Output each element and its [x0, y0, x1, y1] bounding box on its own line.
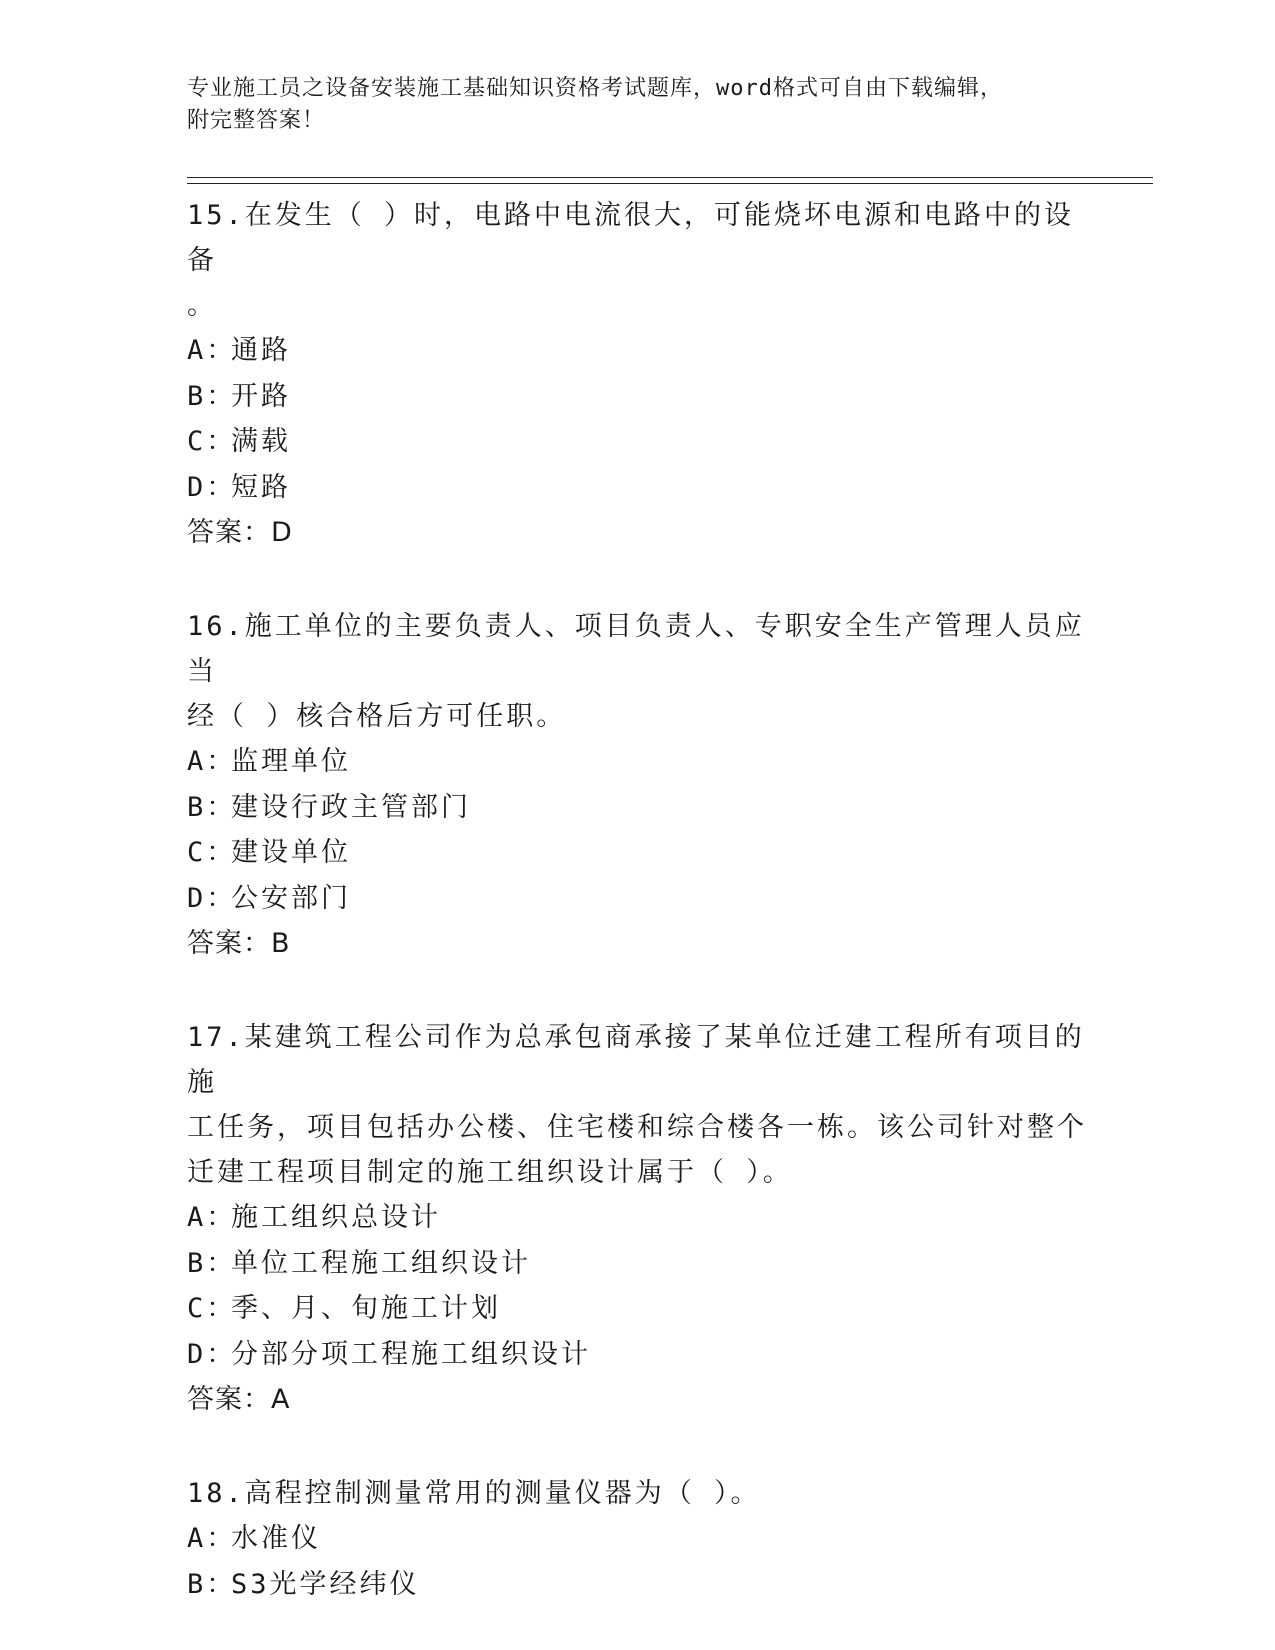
option-text: 季、月、旬施工计划 [231, 1293, 501, 1324]
answer-option [187, 739, 1087, 785]
question-block [187, 190, 1087, 555]
question-stem-line: 17.某建筑工程公司作为总承包商承接了某单位迁建工程所有项目的施 [187, 1022, 1085, 1098]
option-text: 施工组织总设计 [231, 1202, 441, 1233]
header-divider-top [187, 177, 1153, 178]
question-block [187, 1468, 1087, 1607]
option-label: A： [187, 335, 237, 366]
option-label: B： [187, 1568, 237, 1600]
document-header [187, 73, 1087, 137]
option-label: C： [187, 1293, 237, 1324]
option-label: D： [187, 882, 237, 914]
question-block [187, 601, 1087, 966]
question-stem-line: 经（ ）核合格后方可任职。 [187, 701, 567, 732]
option-label: A： [187, 746, 237, 777]
answer-option [187, 876, 1087, 922]
option-text: 建设行政主管部门 [231, 791, 471, 823]
question-block [187, 1012, 1087, 1422]
option-text: 短路 [231, 471, 291, 503]
question-list [187, 190, 1087, 1607]
answer-option [187, 328, 1087, 374]
answer-key: 答案：B [187, 928, 291, 959]
answer-key: 答案：D [187, 517, 293, 548]
question-stem-line: 15.在发生（ ）时，电路中电流很大，可能烧坏电源和电路中的设备 [187, 200, 1075, 276]
option-label: B： [187, 791, 237, 823]
answer-option [187, 1562, 1087, 1608]
header-divider-bottom [187, 183, 1153, 184]
option-text: S3光学经纬仪 [231, 1568, 420, 1600]
question-stem-line: 18.高程控制测量常用的测量仪器为（ ）。 [187, 1478, 761, 1509]
answer-option [187, 1516, 1087, 1562]
answer-option [187, 1195, 1087, 1241]
option-text: 开路 [231, 380, 291, 412]
answer-option [187, 465, 1087, 511]
question-stem [187, 190, 1087, 328]
option-label: B： [187, 380, 237, 412]
answer-option [187, 419, 1087, 465]
question-stem [187, 1468, 1087, 1516]
question-stem [187, 601, 1087, 739]
option-label: B： [187, 1247, 237, 1279]
option-label: C： [187, 837, 237, 868]
answer-option [187, 785, 1087, 831]
answer-option [187, 830, 1087, 876]
answer-option [187, 1241, 1087, 1287]
question-stem-line: 16.施工单位的主要负责人、项目负责人、专职安全生产管理人员应当 [187, 611, 1085, 687]
option-text: 满载 [231, 426, 291, 457]
question-stem-line: 。 [187, 290, 217, 321]
option-text: 分部分项工程施工组织设计 [231, 1338, 591, 1370]
option-text: 公安部门 [231, 882, 351, 914]
question-stem-line: 工任务，项目包括办公楼、住宅楼和综合楼各一栋。该公司针对整个 [187, 1112, 1087, 1143]
answer-option [187, 1332, 1087, 1378]
option-label: A： [187, 1523, 237, 1554]
question-stem-line: 迁建工程项目制定的施工组织设计属于（ ）。 [187, 1157, 793, 1188]
option-label: D： [187, 471, 237, 503]
question-stem [187, 1012, 1087, 1195]
option-label: A： [187, 1202, 237, 1233]
answer-option [187, 374, 1087, 420]
option-label: D： [187, 1338, 237, 1370]
option-text: 单位工程施工组织设计 [231, 1247, 531, 1279]
option-label: C： [187, 426, 237, 457]
option-text: 通路 [231, 335, 291, 366]
header-line-1: 专业施工员之设备安装施工基础知识资格考试题库，word格式可自由下载编辑， [187, 76, 1003, 101]
answer-key: 答案：A [187, 1384, 291, 1415]
option-text: 监理单位 [231, 746, 351, 777]
option-text: 水准仪 [231, 1523, 321, 1554]
answer-option [187, 1286, 1087, 1332]
option-text: 建设单位 [231, 837, 351, 868]
header-line-2: 附完整答案！ [187, 108, 326, 133]
